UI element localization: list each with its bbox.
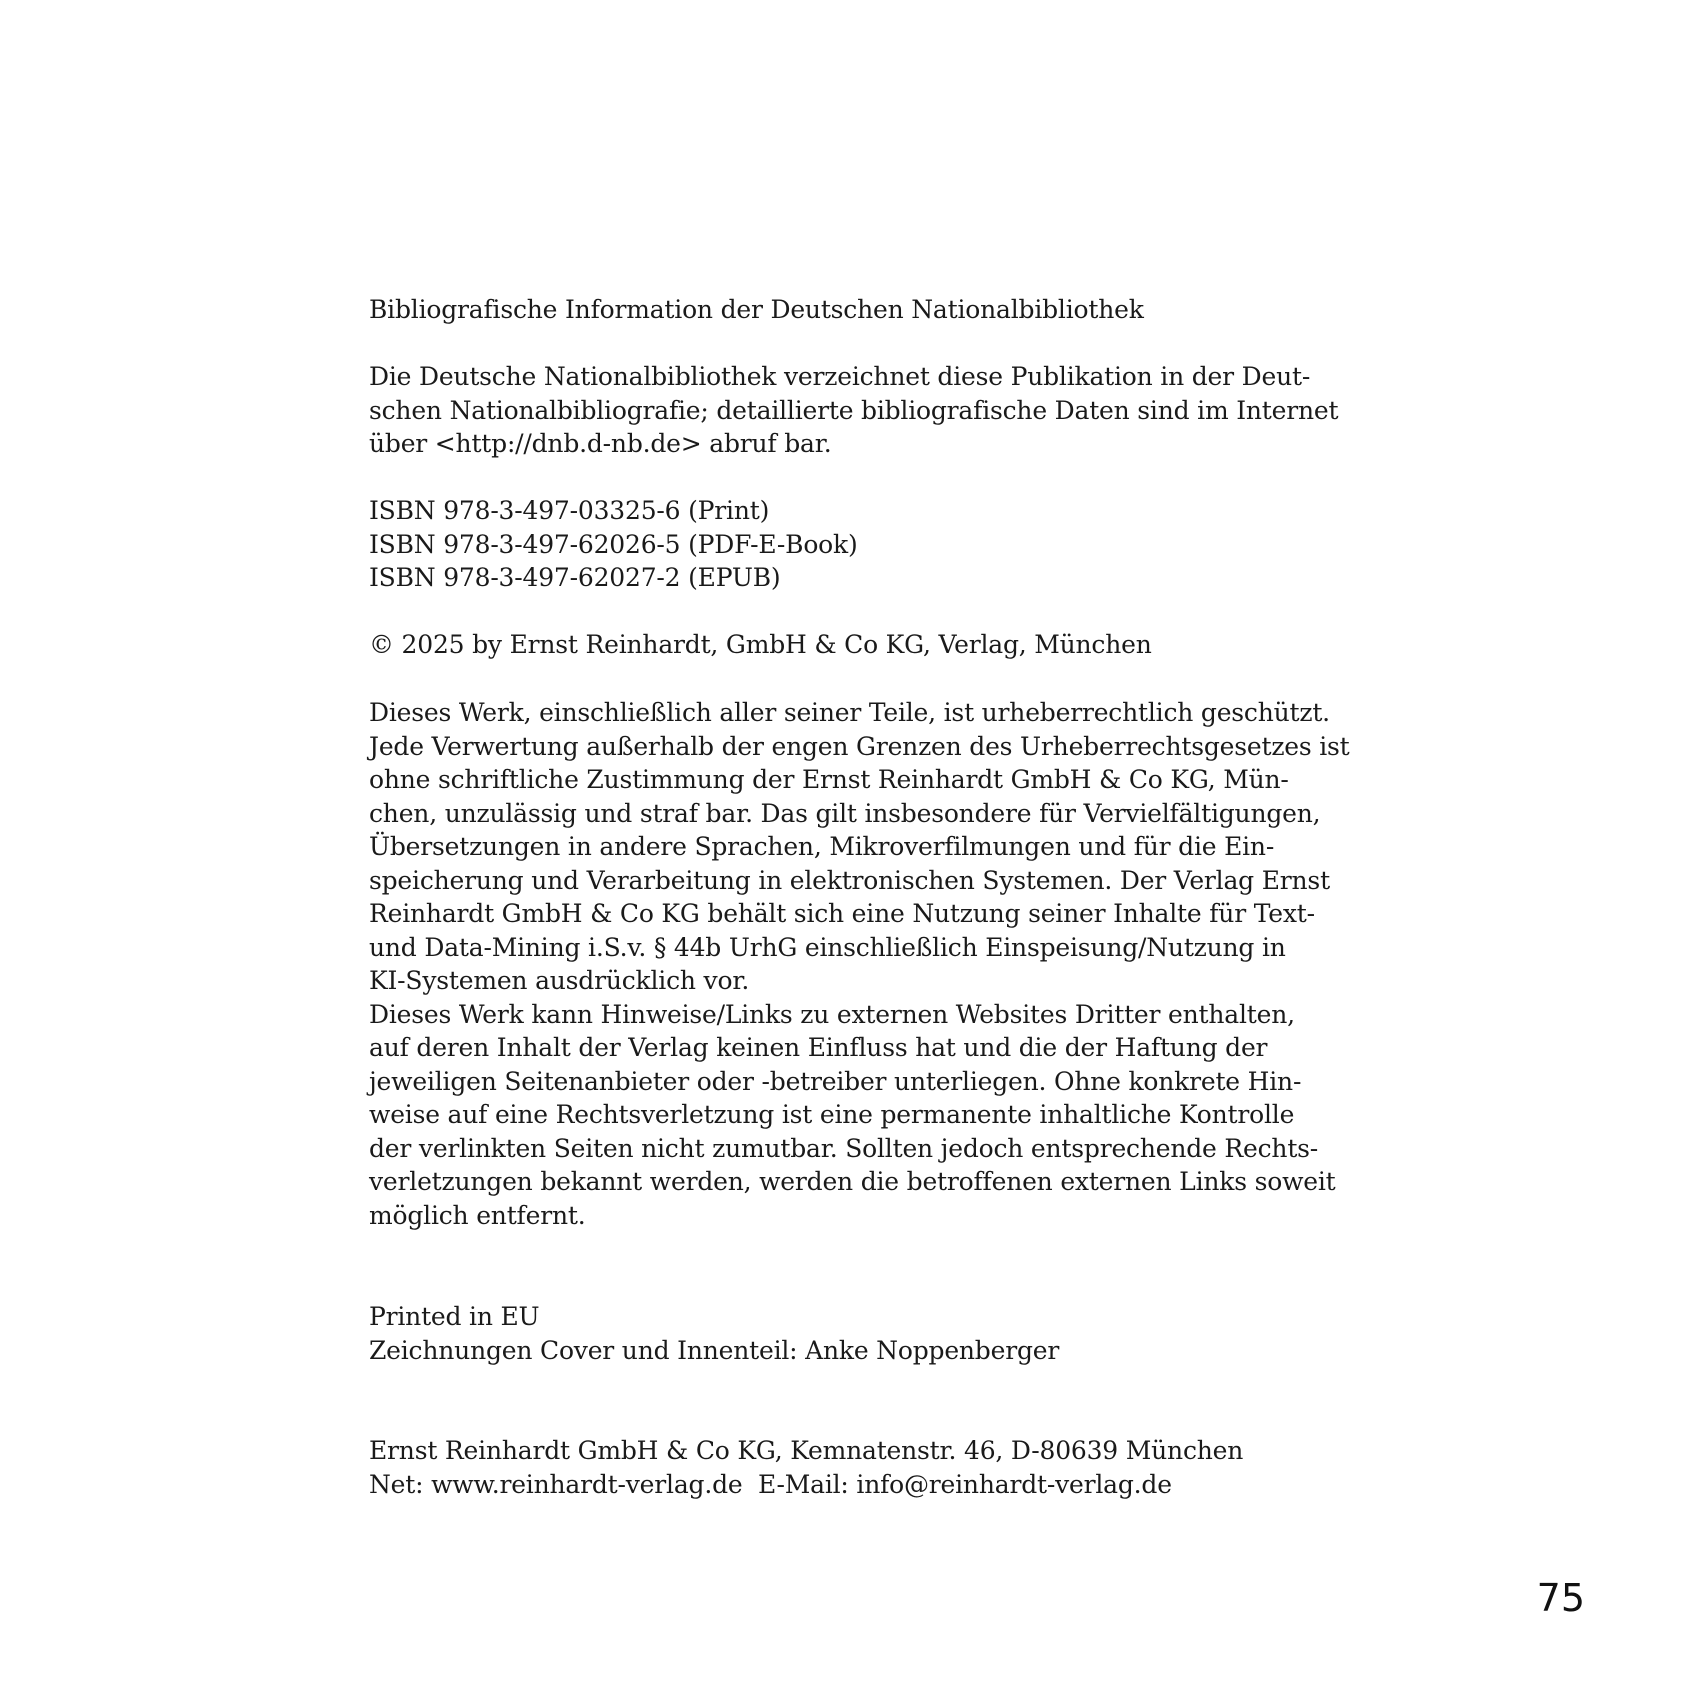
rights-line: jeweiligen Seitenanbieter oder -betreiber unterliegen. Ohne konkrete Hin- bbox=[369, 1066, 1302, 1096]
dnb-line: schen Nationalbibliografie; detaillierte bibliografische Daten sind im Internet bbox=[369, 395, 1339, 425]
illustration-credit: Zeichnungen Cover und Innenteil: Anke Noppenberger bbox=[369, 1335, 1060, 1365]
isbn-list bbox=[369, 494, 1349, 595]
rights-line: möglich entfernt. bbox=[369, 1200, 586, 1230]
dnb-paragraph bbox=[369, 360, 1349, 461]
page-number: 75 bbox=[1536, 1576, 1585, 1620]
printed-in: Printed in EU bbox=[369, 1302, 540, 1331]
rights-line: auf deren Inhalt der Verlag keinen Einfluss hat und die der Haftung der bbox=[369, 1033, 1268, 1062]
rights-line: KI-Systemen ausdrücklich vor. bbox=[369, 966, 750, 995]
rights-line: weise auf eine Rechtsverletzung ist eine permanente inhaltliche Kontrolle bbox=[369, 1100, 1295, 1129]
copyright-block bbox=[369, 628, 1349, 662]
publisher-address bbox=[369, 1434, 1349, 1501]
rights-line: Jede Verwertung außerhalb der engen Grenzen des Urheberrechtsgesetzes ist bbox=[369, 731, 1350, 761]
publisher-postal-address: Ernst Reinhardt GmbH & Co KG, Kemnatenstr. 46, D-80639 München bbox=[369, 1436, 1244, 1465]
copyright-notice: © 2025 by Ernst Reinhardt, GmbH & Co KG, Verlag, München bbox=[369, 630, 1152, 659]
rights-line: chen, unzulässig und straf bar. Das gilt insbesondere für Vervielfältigungen, bbox=[369, 798, 1321, 828]
rights-line: Übersetzungen in andere Sprachen, Mikroverfilmungen und für die Ein- bbox=[369, 832, 1275, 861]
bibliographic-heading-block bbox=[369, 293, 1349, 327]
rights-line: Dieses Werk kann Hinweise/Links zu externen Websites Dritter enthalten, bbox=[369, 999, 1295, 1029]
rights-line: und Data-Mining i.S.v. § 44b UrhG einschließlich Einspeisung/Nutzung in bbox=[369, 932, 1286, 962]
dnb-line: über <http://dnb.d-nb.de> abruf bar. bbox=[369, 429, 832, 458]
rights-paragraph bbox=[369, 696, 1349, 1232]
isbn-print: ISBN 978-3-497-03325-6 (Print) bbox=[369, 496, 770, 525]
rights-line: der verlinkten Seiten nicht zumutbar. Sollten jedoch entsprechende Rechts- bbox=[369, 1133, 1319, 1163]
publisher-contact: Net: www.reinhardt-verlag.de E-Mail: info@reinhardt-verlag.de bbox=[369, 1469, 1172, 1499]
rights-line: Reinhardt GmbH & Co KG behält sich eine Nutzung seiner Inhalte für Text- bbox=[369, 899, 1315, 928]
rights-line: ohne schriftliche Zustimmung der Ernst Reinhardt GmbH & Co KG, Mün- bbox=[369, 765, 1289, 794]
printing-credits bbox=[369, 1300, 1349, 1367]
rights-line: speicherung und Verarbeitung in elektronischen Systemen. Der Verlag Ernst bbox=[369, 865, 1330, 895]
isbn-epub: ISBN 978-3-497-62027-2 (EPUB) bbox=[369, 563, 781, 592]
isbn-pdf: ISBN 978-3-497-62026-5 (PDF-E-Book) bbox=[369, 529, 858, 559]
rights-line: verletzungen bekannt werden, werden die betroffenen externen Links soweit bbox=[369, 1167, 1336, 1196]
rights-line: Dieses Werk, einschließlich aller seiner Teile, ist urheberrechtlich geschützt. bbox=[369, 698, 1330, 727]
dnb-line: Die Deutsche Nationalbibliothek verzeichnet diese Publikation in der Deut- bbox=[369, 362, 1311, 391]
bibliographic-heading: Bibliografische Information der Deutschen Nationalbibliothek bbox=[369, 295, 1144, 324]
